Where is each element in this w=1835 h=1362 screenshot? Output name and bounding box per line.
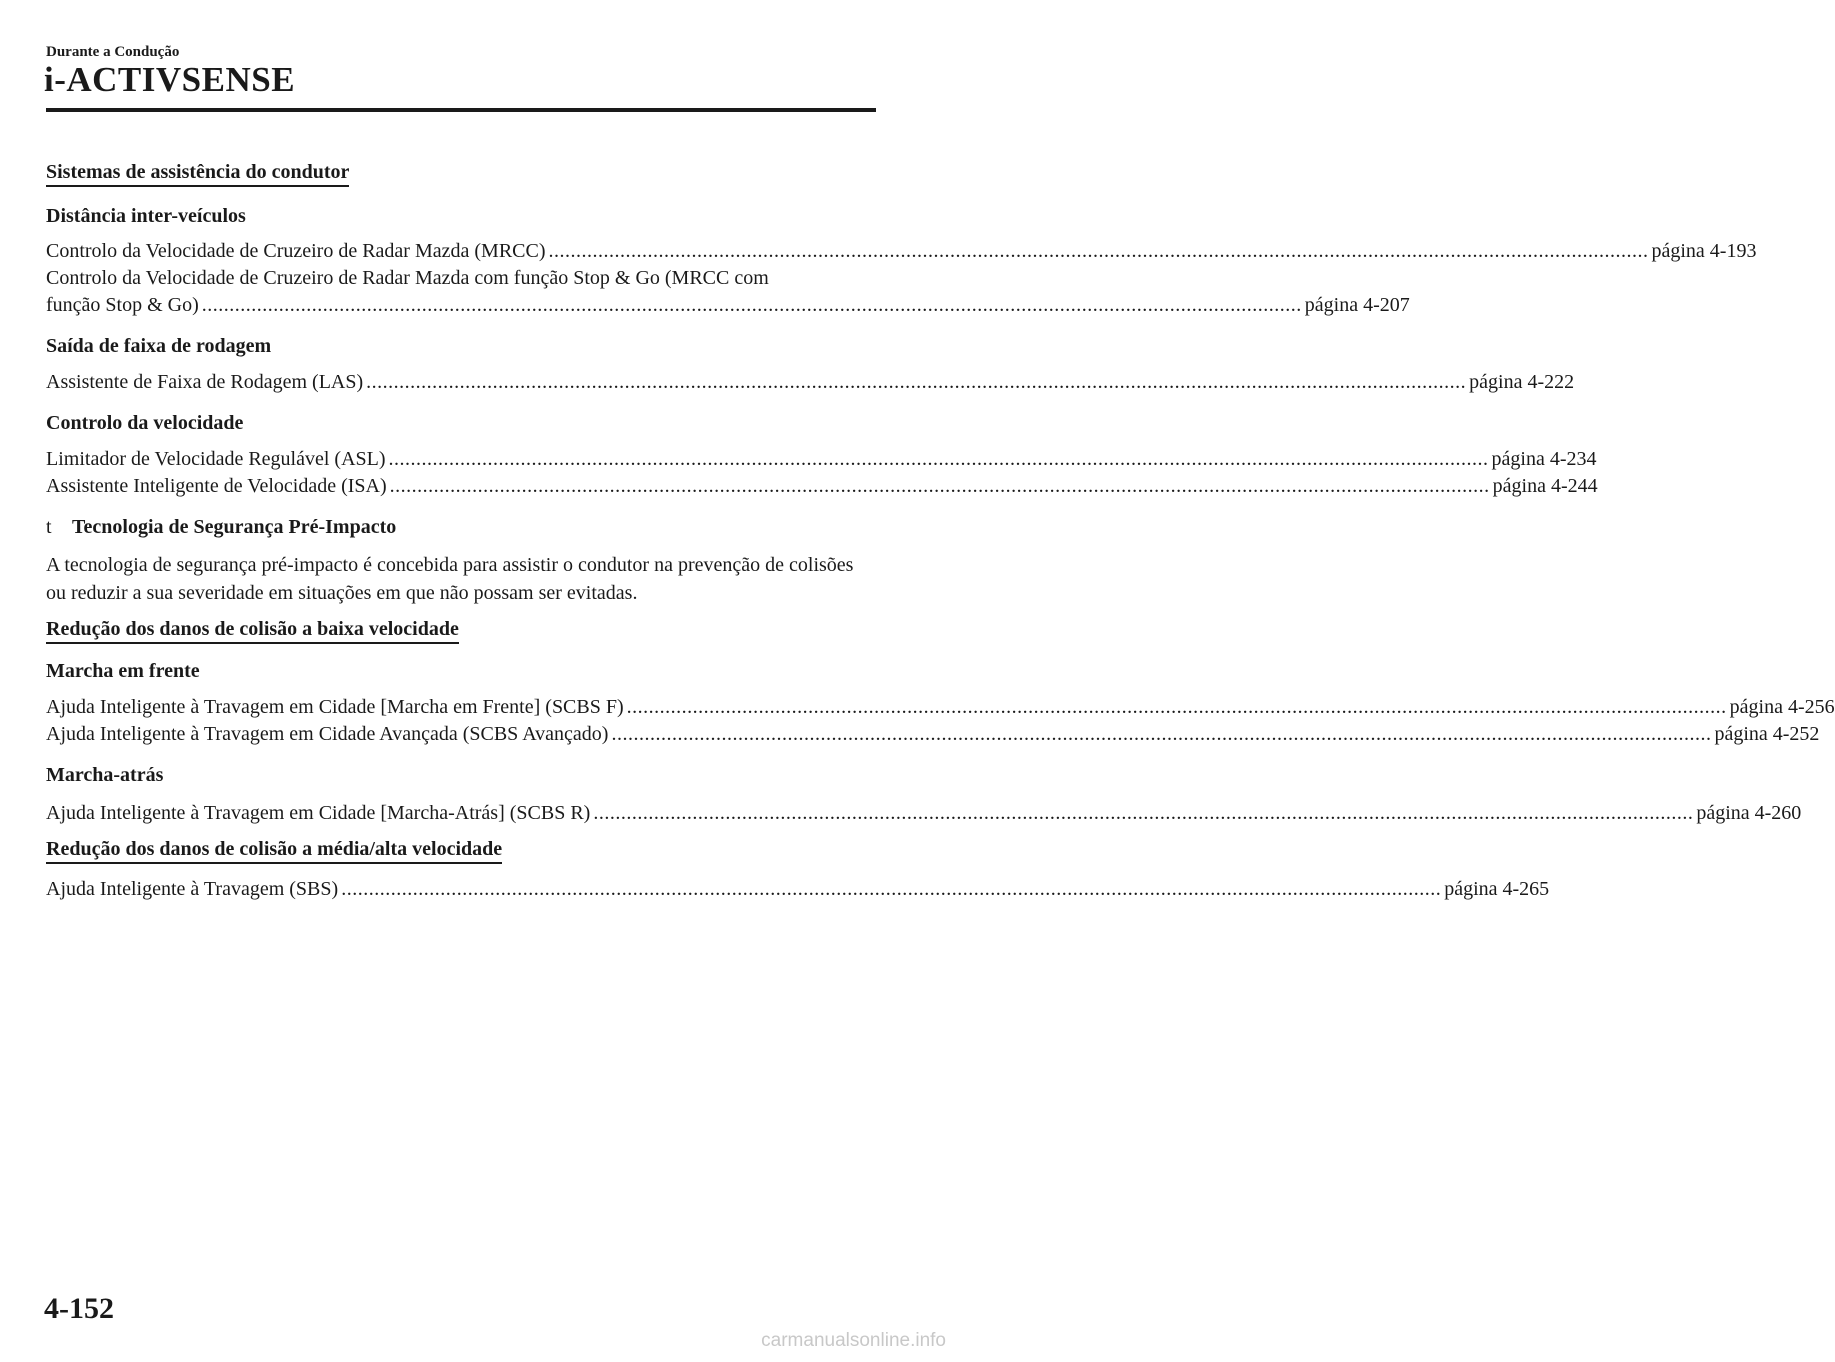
entry-page: página 4-260	[1696, 802, 1802, 824]
section-low-speed	[46, 617, 876, 644]
entry-page: página 4-256	[1729, 696, 1835, 718]
entry-page: página 4-193	[1651, 240, 1757, 262]
entry-text: Ajuda Inteligente à Travagem em Cidade [Marcha-Atrás] (SCBS R)	[46, 802, 591, 824]
entry-text: Assistente de Faixa de Rodagem (LAS)	[46, 371, 364, 393]
leader-dots: ........................................................................................................................................................................................................	[626, 696, 1727, 718]
section-title: Redução dos danos de colisão a média/alta velocidade	[46, 837, 502, 864]
leader-dots: ........................................................................................................................................................................................................	[389, 475, 1490, 497]
entry-text: Assistente Inteligente de Velocidade (ISA)	[46, 475, 387, 497]
page-number: 4-152	[44, 1292, 114, 1325]
entry-page: página 4-222	[1469, 371, 1575, 393]
toc-entry[interactable]	[46, 292, 1410, 319]
entry-text: Ajuda Inteligente à Travagem (SBS)	[46, 878, 339, 900]
entry-page: página 4-207	[1304, 294, 1410, 316]
group-title: Saída de faixa de rodagem	[46, 335, 272, 357]
leader-dots: ........................................................................................................................................................................................................	[548, 240, 1649, 262]
page-content	[46, 160, 1835, 903]
leader-dots: ........................................................................................................................................................................................................	[593, 802, 1694, 824]
section-title: Redução dos danos de colisão a baixa velocidade	[46, 617, 459, 644]
section-driver-assistance	[46, 160, 876, 187]
section-high-speed	[46, 837, 876, 864]
entry-text: Ajuda Inteligente à Travagem em Cidade [Marcha em Frente] (SCBS F)	[46, 696, 624, 718]
leader-dots: ........................................................................................................................................................................................................	[388, 448, 1489, 470]
toc-entry[interactable]	[46, 446, 1597, 473]
toc-entry[interactable]	[46, 800, 1802, 827]
section-pre-impact	[46, 514, 876, 540]
entry-text: Limitador de Velocidade Regulável (ASL)	[46, 448, 386, 470]
watermark: carmanualsonline.info	[761, 1330, 946, 1351]
bullet-icon: t	[46, 516, 52, 538]
section-title: Sistemas de assistência do condutor	[46, 160, 349, 187]
entry-text: Controlo da Velocidade de Cruzeiro de Radar Mazda (MRCC)	[46, 240, 546, 262]
leader-dots: ........................................................................................................................................................................................................	[366, 371, 1467, 393]
intro-paragraph: A tecnologia de segurança pré-impacto é concebida para assistir o condutor na prevenção de colisões ou reduzir a sua severidade em situações em que não possam ser evitadas.	[46, 554, 854, 604]
entry-page: página 4-252	[1714, 723, 1820, 745]
entry-page: página 4-234	[1491, 448, 1597, 470]
toc-entry[interactable]	[46, 876, 1550, 903]
group-title: Controlo da velocidade	[46, 412, 244, 434]
chapter-label: Durante a Condução	[46, 44, 180, 60]
leader-dots: ........................................................................................................................................................................................................	[201, 294, 1302, 316]
leader-dots: ........................................................................................................................................................................................................	[611, 723, 1712, 745]
entry-page: página 4-265	[1444, 878, 1550, 900]
group-title: Marcha em frente	[46, 660, 200, 682]
entry-page: página 4-244	[1492, 475, 1598, 497]
toc-entry[interactable]	[46, 369, 1575, 396]
entry-text: função Stop & Go)	[46, 294, 199, 316]
header-divider	[46, 108, 876, 112]
toc-entry[interactable]	[46, 473, 1598, 500]
toc-entry[interactable]	[46, 694, 1835, 721]
toc-entry[interactable]	[46, 721, 1820, 748]
entry-text: Ajuda Inteligente à Travagem em Cidade Avançada (SCBS Avançado)	[46, 723, 609, 745]
group-title: Distância inter-veículos	[46, 205, 246, 227]
group-title: Marcha-atrás	[46, 764, 164, 786]
page-title: i-ACTIVSENSE	[44, 60, 296, 99]
toc-entry-line1[interactable]: Controlo da Velocidade de Cruzeiro de Radar Mazda com função Stop & Go (MRCC com	[46, 267, 769, 289]
leader-dots: ........................................................................................................................................................................................................	[341, 878, 1442, 900]
toc-entry[interactable]	[46, 238, 1757, 265]
section-heading: Tecnologia de Segurança Pré-Impacto	[72, 516, 397, 538]
